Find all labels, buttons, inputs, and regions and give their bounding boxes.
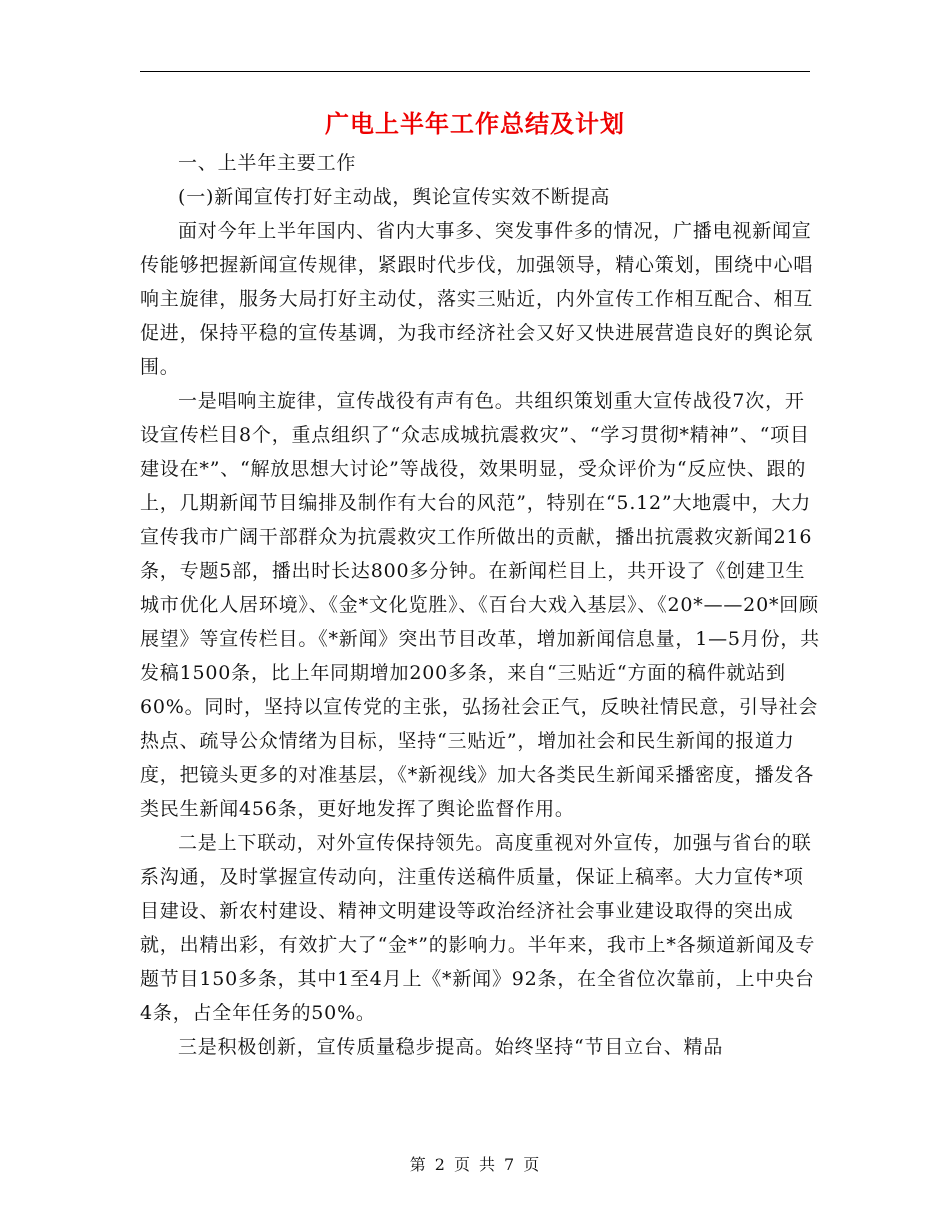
document-body	[140, 146, 820, 1064]
footer-page-suffix: 页	[523, 1155, 541, 1174]
body-paragraph-overview: 面对今年上半年国内、省内大事多、突发事件多的情况，广播电视新闻宣传能够把握新闻宣传规律，紧跟时代步伐，加强领导，精心策划，围绕中心唱响主旋律，服务大局打好主动仗，落实三贴近，内外宣传工作相互配合、相互促进，保持平稳的宣传基调，为我市经济社会又好又快进展营造良好的舆论氛围。	[140, 220, 814, 378]
body-paragraph-main-theme: 一是唱响主旋律，宣传战役有声有色。共组织策划重大宣传战役7次，开设宣传栏目8个，重点组织了“众志成城抗震救灾”、“学习贯彻*精神”、“项目建设在*”、“解放思想大讨论”等战役，效果明显，受众评价为“反应快、跟的上，几期新闻节目编排及制作有大台的风范”，特别在“5.12”大地震中，大力宣传我市广阔干部群众为抗震救灾工作所做出的贡献，播出抗震救灾新闻216条，专题5部，播出时长达800多分钟。在新闻栏目上，共开设了《创建卫生城市优化人居环境》、《金*文化览胜》、《百台大戏入基层》、《20*——20*回顾展望》等宣传栏目。《*新闻》突出节目改革，增加新闻信息量，1—5月份，共发稿1500条，比上年同期增加200多条，来自“三贴近“方面的稿件就站到60%。同时，坚持以宣传党的主张，弘扬社会正气，反映社情民意，引导社会热点、疏导公众情绪为目标，坚持“三贴近”，增加社会和民生新闻的报道力度，把镜头更多的对准基层，《*新视线》加大各类民生新闻采播密度，播发各类民生新闻456条，更好地发挥了舆论监督作用。	[140, 390, 820, 820]
footer-page-mid: 页	[453, 1155, 471, 1174]
footer-total-pages: 7	[504, 1155, 516, 1174]
page-footer	[0, 1152, 950, 1175]
subsection-heading: (一)新闻宣传打好主动战，舆论宣传实效不断提高	[178, 186, 611, 208]
body-paragraph-external-publicity: 二是上下联动，对外宣传保持领先。高度重视对外宣传，加强与省台的联系沟通，及时掌握宣传动向，注重传送稿件质量，保证上稿率。大力宣传*项目建设、新农村建设、精神文明建设等政治经济社会事业建设取得的突出成就，出精出彩，有效扩大了“金*”的影响力。半年来，我市上*各频道新闻及专题节目150多条，其中1至4月上《*新闻》92条，在全省位次靠前，上中央台4条，占全年任务的50%。	[140, 832, 816, 1024]
footer-page-prefix: 第	[409, 1155, 427, 1174]
section-heading: 一、上半年主要工作	[178, 152, 357, 174]
document-title: 广电上半年工作总结及计划	[325, 109, 625, 138]
header-rule	[140, 71, 810, 72]
body-paragraph-innovation: 三是积极创新，宣传质量稳步提高。始终坚持“节目立台、精品	[178, 1036, 724, 1058]
footer-total-prefix: 共	[479, 1155, 497, 1174]
footer-current-page: 2	[434, 1155, 446, 1174]
